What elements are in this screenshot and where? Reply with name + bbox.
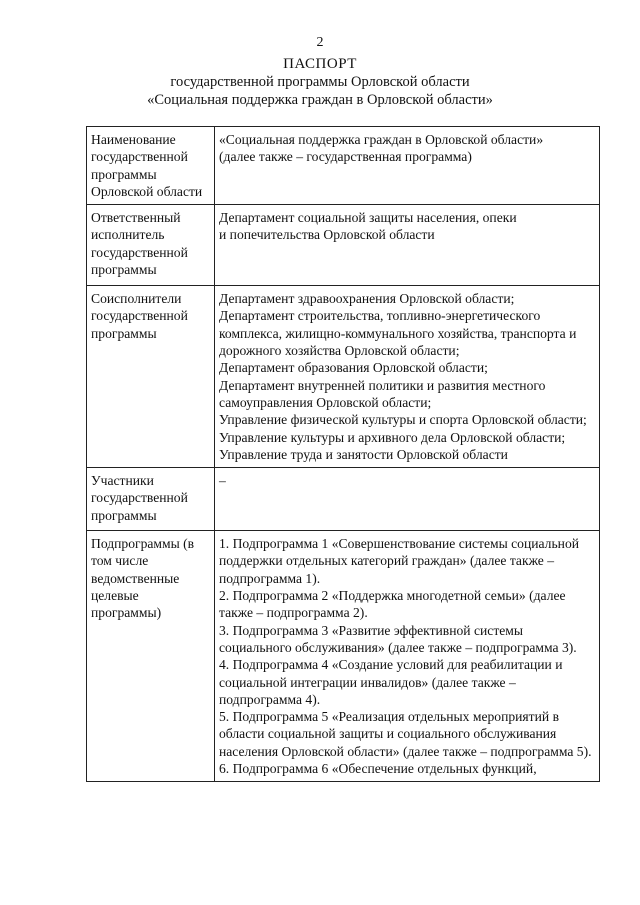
row-value [215,286,600,468]
value-line: Департамент социальной защиты населения, опеки [219,210,517,226]
value-line: 6. Подпрограмма 6 «Обеспечение отдельных функций, [219,761,537,777]
value-line: и попечительства Орловской области [219,227,435,243]
value-line: Департамент здравоохранения Орловской области; [219,291,515,307]
value-line: 3. Подпрограмма 3 «Развитие эффективной системы социального обслуживания» (далее также – подпрограмма 3). [219,622,577,655]
document-heading [0,55,640,109]
value-line: (далее также – государственная программа) [219,149,472,165]
value-line: Управление физической культуры и спорта Орловской области; [219,412,587,428]
heading-title: ПАСПОРТ [283,56,357,72]
row-value [215,205,600,286]
heading-subtitle-name: «Социальная поддержка граждан в Орловской области» [147,92,493,108]
row-value [215,127,600,205]
row-label: Наименование государственной программы Орловской области [87,127,215,205]
value-line: Управление культуры и архивного дела Орловской области; [219,429,566,445]
passport-table [86,126,600,782]
value-line: Департамент образования Орловской области; [219,360,488,376]
row-label: Участники государственной программы [87,468,215,531]
value-line: 5. Подпрограмма 5 «Реализация отдельных мероприятий в области социальной защиты и социального обслуживания населения Орловской области» (далее также – подпрограмма 5). [219,709,592,759]
heading-subtitle-program: государственной программы Орловской области [170,74,470,90]
value-line: 4. Подпрограмма 4 «Создание условий для реабилитации и социальной интеграции инвалидов» (далее также – подпрограмма 4). [219,657,563,707]
page-number: 2 [316,35,324,50]
table-row-subprograms [87,531,600,782]
row-label: Соисполнители государственной программы [87,286,215,468]
value-line: – [219,473,226,489]
value-line: Департамент строительства, топливно-энергетического комплекса, жилищно-коммунального хозяйства, транспорта и дорожного хозяйства Орловской области; [219,308,577,359]
value-line: Управление труда и занятости Орловской области [219,446,508,462]
table-row-name [87,127,600,205]
table-row-participants [87,468,600,531]
value-line: 1. Подпрограмма 1 «Совершенствование системы социальной поддержки отдельных категорий граждан» (далее также – подпрограмма 1). [219,536,580,586]
row-label: Ответственный исполнитель государственной программы [87,205,215,286]
value-line: Департамент внутренней политики и развития местного самоуправления Орловской области; [219,377,546,410]
row-label: Подпрограммы (в том числе ведомственные целевые программы) [87,531,215,782]
value-line: «Социальная поддержка граждан в Орловской области» [219,132,544,147]
row-value [215,531,600,782]
value-line: 2. Подпрограмма 2 «Поддержка многодетной семьи» (далее также – подпрограмма 2). [219,588,566,621]
table-row-co-executors [87,286,600,468]
table-row-responsible [87,205,600,286]
row-value [215,468,600,531]
